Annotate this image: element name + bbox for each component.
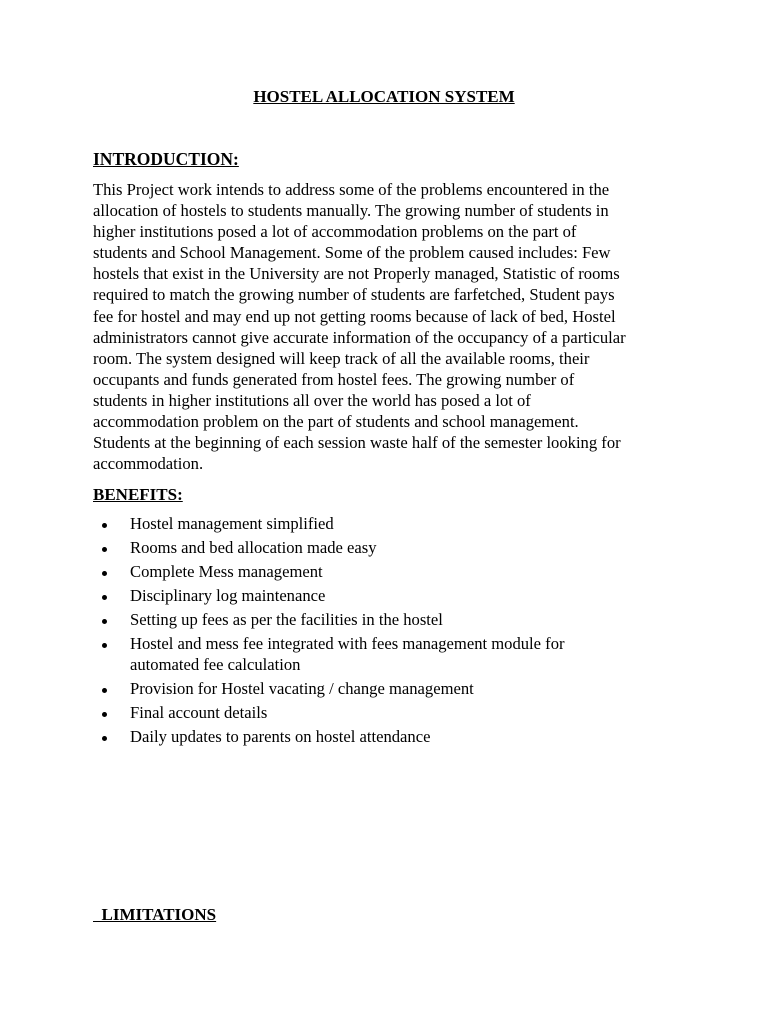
benefit-text: Complete Mess management <box>130 562 323 582</box>
introduction-line: students and School Management. Some of the problem caused includes: Few <box>93 243 611 263</box>
bullet-icon <box>102 547 107 552</box>
benefit-list-item <box>93 679 693 700</box>
benefit-list-item <box>93 703 693 724</box>
introduction-line: occupants and funds generated from hostel fees. The growing number of <box>93 369 575 389</box>
bullet-icon <box>102 571 107 576</box>
benefits-list <box>93 514 693 751</box>
bullet-icon <box>102 736 107 741</box>
benefit-list-item <box>93 586 693 607</box>
introduction-paragraph <box>93 179 693 474</box>
introduction-line: fee for hostel and may end up not getting rooms because of lack of bed, Hostel <box>93 306 616 326</box>
benefit-list-item <box>93 562 693 583</box>
bullet-icon <box>102 523 107 528</box>
introduction-line: accommodation. <box>93 454 204 474</box>
introduction-line: Students at the beginning of each session waste half of the semester looking for <box>93 433 621 453</box>
introduction-line: accommodation problem on the part of students and school management. <box>93 412 579 432</box>
benefit-list-item <box>93 727 693 748</box>
bullet-icon <box>102 619 107 624</box>
bullet-icon <box>102 688 107 693</box>
introduction-line: allocation of hostels to students manually. The growing number of students in <box>93 201 609 221</box>
introduction-line: hostels that exist in the University are not Properly managed, Statistic of rooms <box>93 264 620 284</box>
bullet-icon <box>102 595 107 600</box>
introduction-line: higher institutions posed a lot of accommodation problems on the part of <box>93 222 577 242</box>
bullet-icon <box>102 712 107 717</box>
benefit-text: Hostel management simplified <box>130 514 334 533</box>
limitations-heading: LIMITATIONS <box>93 905 217 924</box>
benefit-list-item <box>93 610 693 631</box>
introduction-line: required to match the growing number of students are farfetched, Student pays <box>93 285 615 305</box>
introduction-line: This Project work intends to address some of the problems encountered in the <box>93 180 610 199</box>
benefit-text: Hostel and mess fee integrated with fees management module for <box>130 634 565 654</box>
benefit-list-item <box>93 634 693 675</box>
benefit-text: Provision for Hostel vacating / change management <box>130 679 474 699</box>
introduction-line: room. The system designed will keep track of all the available rooms, their <box>93 348 590 368</box>
benefit-text: Setting up fees as per the facilities in the hostel <box>130 610 443 630</box>
benefit-text: Final account details <box>130 703 268 723</box>
benefit-list-item <box>93 538 693 559</box>
benefit-list-item <box>93 514 693 535</box>
benefit-text: Daily updates to parents on hostel attendance <box>130 727 431 747</box>
introduction-line: administrators cannot give accurate information of the occupancy of a particular <box>93 327 626 347</box>
document-title: HOSTEL ALLOCATION SYSTEM <box>253 87 515 106</box>
introduction-heading: INTRODUCTION: <box>93 149 239 169</box>
benefit-text: Disciplinary log maintenance <box>130 586 326 606</box>
benefit-text: automated fee calculation <box>130 654 301 674</box>
introduction-line: students in higher institutions all over the world has posed a lot of <box>93 390 531 410</box>
benefits-heading: BENEFITS: <box>93 485 183 504</box>
bullet-icon <box>102 643 107 648</box>
benefit-text: Rooms and bed allocation made easy <box>130 538 377 558</box>
